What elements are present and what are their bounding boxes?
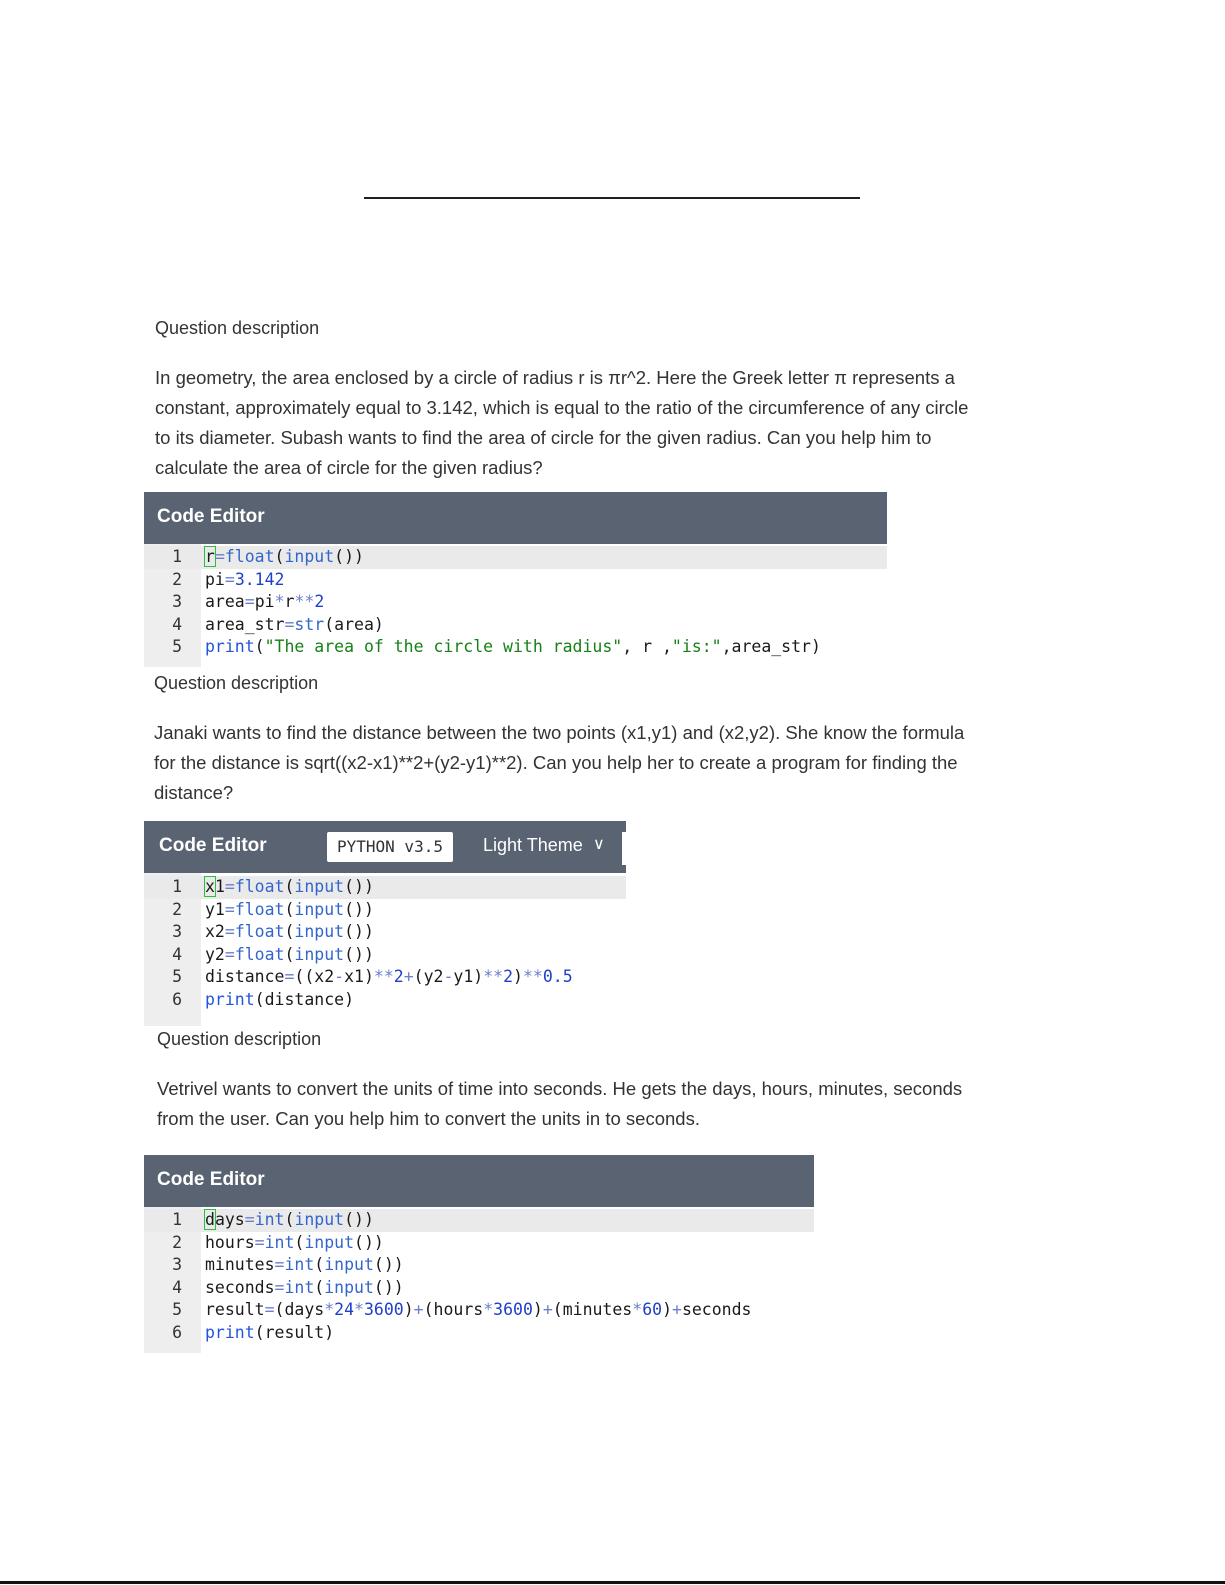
top-rule	[364, 197, 860, 199]
code-text[interactable]: pi=3.142	[205, 569, 285, 589]
code-editor[interactable]	[144, 821, 626, 1026]
editor-title: Code Editor	[157, 1169, 265, 1190]
code-text[interactable]: area=pi*r**2	[205, 592, 325, 611]
code-body[interactable]	[144, 544, 887, 667]
line-number: 1	[172, 877, 182, 896]
code-line[interactable]	[144, 636, 887, 659]
editor-title: Code Editor	[157, 506, 265, 527]
question-text: In geometry, the area enclosed by a circle of radius r is πr^2. Here the Greek letter π represents a constant, approximately equal to 3.142, which is equal to the ratio of the circumference of any circle to its diameter. Subash wants to find the area of circle for the given radius. Can you help him to calculate the area of circle for the given radius?	[155, 367, 969, 478]
question-text: Janaki wants to find the distance between the two points (x1,y1) and (x2,y2). She know the formula for the distance is sqrt((x2-x1)**2+(y2-y1)**2). Can you help her to create a program for finding the distance?	[154, 722, 965, 803]
code-editor[interactable]	[144, 492, 887, 667]
code-line[interactable]	[144, 876, 626, 899]
code-line[interactable]	[144, 921, 626, 944]
line-number: 5	[172, 1300, 182, 1319]
code-line[interactable]	[144, 1322, 814, 1345]
code-text[interactable]: distance=((x2-x1)**2+(y2-y1)**2)**0.5	[205, 967, 573, 986]
line-number: 3	[172, 592, 182, 611]
editor-title: Code Editor	[159, 835, 267, 856]
code-text[interactable]: seconds=int(input())	[205, 1277, 404, 1297]
bottom-rule	[0, 1581, 1225, 1584]
question-title: Question description	[155, 318, 320, 338]
line-number: 5	[172, 637, 182, 656]
line-number: 5	[172, 967, 182, 986]
code-line[interactable]	[144, 989, 626, 1012]
code-text[interactable]: x2=float(input())	[205, 922, 374, 941]
line-number: 2	[172, 1232, 182, 1252]
code-text[interactable]: minutes=int(input())	[205, 1255, 404, 1274]
question-text: Vetrivel wants to convert the units of time into seconds. He gets the days, hours, minutes, seconds from the user. Can you help him to convert the units in to seconds.	[157, 1078, 963, 1129]
chevron-down-icon[interactable]: ∨	[593, 834, 605, 853]
line-number: 3	[172, 922, 182, 941]
code-line[interactable]	[144, 1277, 814, 1300]
code-line[interactable]	[144, 966, 626, 989]
code-body[interactable]	[144, 1207, 814, 1353]
code-line[interactable]	[144, 944, 626, 967]
line-number: 1	[172, 1210, 182, 1229]
code-text[interactable]: print(result)	[205, 1322, 335, 1342]
line-number: 6	[172, 989, 182, 1009]
code-text[interactable]: print("The area of the circle with radius", r ,"is:",area_str)	[205, 637, 821, 656]
line-number: 6	[172, 1322, 182, 1342]
code-text[interactable]: hours=int(input())	[205, 1232, 384, 1252]
code-line[interactable]	[144, 614, 887, 637]
code-text[interactable]: days=int(input())	[205, 1210, 374, 1229]
code-text[interactable]: r=float(input())	[205, 547, 364, 566]
code-body[interactable]	[144, 873, 626, 1026]
code-line[interactable]	[144, 899, 626, 922]
code-text[interactable]: x1=float(input())	[205, 877, 374, 896]
editor-header	[144, 492, 887, 544]
code-line[interactable]	[144, 1299, 814, 1322]
code-line[interactable]	[144, 1254, 814, 1277]
line-number: 2	[172, 569, 182, 589]
code-line[interactable]	[144, 546, 887, 569]
code-text[interactable]: y1=float(input())	[205, 899, 374, 919]
code-text[interactable]: y2=float(input())	[205, 944, 374, 964]
code-text[interactable]: area_str=str(area)	[205, 614, 384, 634]
editor-header	[144, 1155, 814, 1207]
line-number: 4	[172, 944, 182, 964]
code-text[interactable]: result=(days*24*3600)+(hours*3600)+(minutes*60)+seconds	[205, 1300, 752, 1319]
code-text[interactable]: print(distance)	[205, 989, 355, 1009]
line-number: 3	[172, 1255, 182, 1274]
line-number: 1	[172, 547, 182, 566]
code-line[interactable]	[144, 1209, 814, 1232]
line-number: 2	[172, 899, 182, 919]
code-editor[interactable]	[144, 1155, 814, 1353]
code-line[interactable]	[144, 1232, 814, 1255]
theme-selector[interactable]: Light Theme	[483, 835, 583, 855]
code-line[interactable]	[144, 569, 887, 592]
line-number: 4	[172, 614, 182, 634]
question-title: Question description	[154, 673, 319, 693]
code-line[interactable]	[144, 591, 887, 614]
editor-header	[144, 821, 626, 873]
line-number: 4	[172, 1277, 182, 1297]
header-divider	[622, 832, 626, 865]
language-selector[interactable]: PYTHON v3.5	[327, 832, 453, 862]
question-title: Question description	[157, 1029, 322, 1049]
